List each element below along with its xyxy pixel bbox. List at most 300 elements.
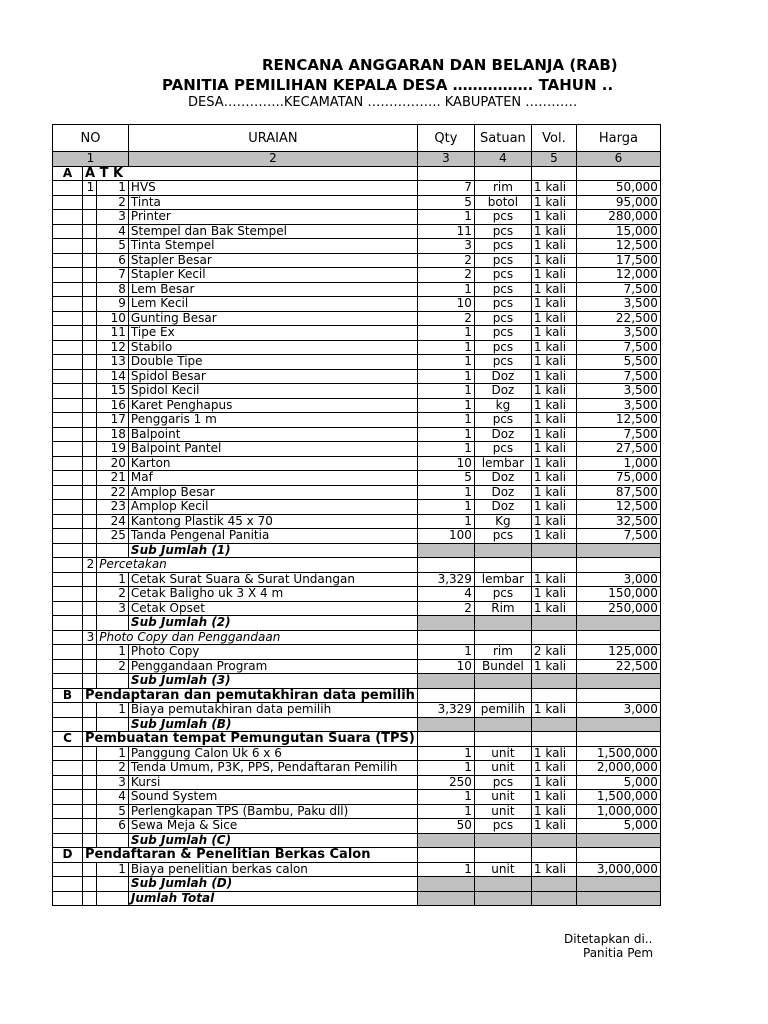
harga-cell [576,848,660,863]
index-cell: 4 [474,152,531,167]
vol-cell: 1 kali [531,587,576,602]
group-number-cell: 3 [83,630,97,645]
subgroup-row [53,630,661,645]
vol-cell [531,616,576,631]
qty-cell: 1 [417,804,474,819]
vol-cell [531,674,576,689]
item-number-cell: 19 [97,442,129,457]
satuan-cell: pcs [474,775,531,790]
no-cell [53,485,83,500]
vol-cell: 1 kali [531,746,576,761]
vol-cell [531,833,576,848]
subtotal-row [53,717,661,732]
item-number-cell: 3 [97,775,129,790]
harga-cell [576,732,660,747]
vol-cell: 1 kali [531,601,576,616]
vol-cell [531,848,576,863]
group-number-cell [83,413,97,428]
uraian-cell: Karet Penghapus [128,398,417,413]
qty-cell: 1 [417,384,474,399]
item-number-cell [97,877,129,892]
item-number-cell [97,891,129,906]
harga-cell: 3,000 [576,572,660,587]
no-cell [53,645,83,660]
header-harga: Harga [576,125,660,152]
no-cell [53,558,83,573]
harga-cell: 3,500 [576,398,660,413]
subtotal-row [53,877,661,892]
satuan-cell: pcs [474,282,531,297]
group-number-cell [83,471,97,486]
harga-cell [576,543,660,558]
table-row [53,761,661,776]
vol-cell: 1 kali [531,282,576,297]
satuan-cell: lembar [474,572,531,587]
group-number-cell [83,398,97,413]
qty-cell [417,833,474,848]
subtotal-row [53,891,661,906]
no-cell [53,340,83,355]
group-number-cell [83,427,97,442]
harga-cell: 3,500 [576,297,660,312]
harga-cell: 5,500 [576,355,660,370]
no-cell [53,775,83,790]
group-number-cell [83,717,97,732]
uraian-cell: Cetak Baligho uk 3 X 4 m [128,587,417,602]
satuan-cell: Doz [474,384,531,399]
qty-cell: 1 [417,210,474,225]
qty-cell: 1 [417,340,474,355]
footer-committee-label: Panitia Pem [583,946,654,960]
qty-cell [417,891,474,906]
no-cell [53,210,83,225]
uraian-cell: Amplop Besar [128,485,417,500]
qty-cell: 1 [417,500,474,515]
uraian-cell: Biaya penelitian berkas calon [128,862,417,877]
uraian-cell: Amplop Kecil [128,500,417,515]
group-number-cell [83,340,97,355]
no-cell [53,181,83,196]
group-number-cell [83,891,97,906]
no-cell [53,311,83,326]
vol-cell: 1 kali [531,384,576,399]
item-number-cell: 12 [97,340,129,355]
uraian-cell: Panggung Calon Uk 6 x 6 [128,746,417,761]
harga-cell: 1,000,000 [576,804,660,819]
no-cell [53,877,83,892]
qty-cell [417,674,474,689]
table-row [53,326,661,341]
section-code-cell: B [53,688,83,703]
index-cell: 1 [53,152,129,167]
qty-cell: 1 [417,398,474,413]
harga-cell: 1,500,000 [576,790,660,805]
satuan-cell [474,543,531,558]
uraian-cell: Stapler Kecil [128,268,417,283]
satuan-cell: pcs [474,529,531,544]
group-number-cell [83,616,97,631]
item-number-cell: 5 [97,804,129,819]
harga-cell: 32,500 [576,514,660,529]
qty-cell [417,166,474,181]
item-number-cell: 24 [97,514,129,529]
satuan-cell: pcs [474,239,531,254]
uraian-cell: Spidol Besar [128,369,417,384]
no-cell [53,427,83,442]
item-number-cell [97,833,129,848]
vol-cell [531,877,576,892]
satuan-cell [474,630,531,645]
vol-cell [531,558,576,573]
harga-cell: 280,000 [576,210,660,225]
table-row [53,282,661,297]
satuan-cell: Doz [474,427,531,442]
table-row [53,572,661,587]
satuan-cell [474,848,531,863]
satuan-cell: Doz [474,500,531,515]
vol-cell: 1 kali [531,471,576,486]
item-number-cell: 1 [97,862,129,877]
group-number-cell [83,587,97,602]
section-row [53,848,661,863]
header-satuan: Satuan [474,125,531,152]
item-number-cell: 2 [97,195,129,210]
no-cell [53,456,83,471]
item-number-cell: 16 [97,398,129,413]
no-cell [53,413,83,428]
table-row [53,311,661,326]
table-row [53,804,661,819]
satuan-cell: rim [474,645,531,660]
satuan-cell [474,877,531,892]
group-number-cell [83,529,97,544]
uraian-cell: Tanda Pengenal Panitia [128,529,417,544]
qty-cell: 1 [417,514,474,529]
table-row [53,500,661,515]
table-row [53,195,661,210]
qty-cell: 1 [417,369,474,384]
uraian-cell: HVS [128,181,417,196]
subgroup-name-cell: Percetakan [97,558,418,573]
item-number-cell: 17 [97,413,129,428]
vol-cell [531,688,576,703]
uraian-cell: Perlengkapan TPS (Bambu, Paku dll) [128,804,417,819]
table-row [53,297,661,312]
vol-cell: 1 kali [531,819,576,834]
group-number-cell [83,601,97,616]
satuan-cell [474,833,531,848]
satuan-cell: Rim [474,601,531,616]
no-cell [53,862,83,877]
subtotal-label-cell: Sub Jumlah (3) [128,674,417,689]
vol-cell: 1 kali [531,195,576,210]
no-cell [53,398,83,413]
group-number-cell [83,819,97,834]
harga-cell [576,630,660,645]
subgroup-name-cell: Photo Copy dan Penggandaan [97,630,418,645]
no-cell [53,326,83,341]
item-number-cell: 10 [97,311,129,326]
no-cell [53,369,83,384]
uraian-cell: Biaya pemutakhiran data pemilih [128,703,417,718]
item-number-cell: 2 [97,587,129,602]
harga-cell: 250,000 [576,601,660,616]
qty-cell: 1 [417,761,474,776]
uraian-cell: Cetak Surat Suara & Surat Undangan [128,572,417,587]
table-row [53,862,661,877]
qty-cell [417,630,474,645]
satuan-cell: pemilih [474,703,531,718]
harga-cell [576,688,660,703]
no-cell [53,833,83,848]
group-number-cell [83,210,97,225]
satuan-cell: pcs [474,587,531,602]
vol-cell: 1 kali [531,442,576,457]
satuan-cell [474,558,531,573]
qty-cell: 1 [417,282,474,297]
harga-cell: 17,500 [576,253,660,268]
harga-cell: 87,500 [576,485,660,500]
index-cell: 2 [128,152,417,167]
vol-cell: 1 kali [531,659,576,674]
qty-cell: 1 [417,485,474,500]
group-number-cell [83,456,97,471]
harga-cell: 2,000,000 [576,761,660,776]
vol-cell: 1 kali [531,398,576,413]
qty-cell [417,848,474,863]
no-cell [53,442,83,457]
table-row [53,819,661,834]
no-cell [53,587,83,602]
vol-cell: 1 kali [531,413,576,428]
harga-cell: 125,000 [576,645,660,660]
subtotal-label-cell: Sub Jumlah (B) [128,717,417,732]
group-number-cell [83,775,97,790]
vol-cell: 1 kali [531,268,576,283]
qty-cell: 10 [417,659,474,674]
table-row [53,746,661,761]
table-row [53,253,661,268]
no-cell [53,717,83,732]
item-number-cell: 4 [97,224,129,239]
satuan-cell: kg [474,398,531,413]
vol-cell: 1 kali [531,572,576,587]
table-row [53,645,661,660]
qty-cell [417,688,474,703]
harga-cell [576,674,660,689]
qty-cell: 1 [417,442,474,457]
subtotal-label-cell: Sub Jumlah (2) [128,616,417,631]
harga-cell: 5,000 [576,775,660,790]
no-cell [53,761,83,776]
qty-cell: 2 [417,253,474,268]
item-number-cell: 2 [97,659,129,674]
table-row [53,471,661,486]
uraian-cell: Penggandaan Program [128,659,417,674]
vol-cell: 1 kali [531,297,576,312]
uraian-cell: Lem Besar [128,282,417,297]
satuan-cell: pcs [474,253,531,268]
satuan-cell: Doz [474,369,531,384]
satuan-cell [474,891,531,906]
table-row [53,587,661,602]
vol-cell: 1 kali [531,500,576,515]
uraian-cell: Kursi [128,775,417,790]
vol-cell: 1 kali [531,311,576,326]
section-code-cell: D [53,848,83,863]
group-number-cell [83,297,97,312]
uraian-cell: Maf [128,471,417,486]
harga-cell: 7,500 [576,282,660,297]
group-number-cell [83,833,97,848]
item-number-cell: 11 [97,326,129,341]
no-cell [53,529,83,544]
no-cell [53,195,83,210]
harga-cell: 1,500,000 [576,746,660,761]
vol-cell: 1 kali [531,427,576,442]
group-number-cell [83,761,97,776]
table-row [53,239,661,254]
table-row [53,224,661,239]
item-number-cell: 9 [97,297,129,312]
qty-cell [417,558,474,573]
section-name-cell: Pendaftaran & Penelitian Berkas Calon [83,848,418,863]
vol-cell: 1 kali [531,529,576,544]
no-cell [53,500,83,515]
section-name-cell: A T K [83,166,418,181]
harga-cell: 150,000 [576,587,660,602]
no-cell [53,674,83,689]
qty-cell: 1 [417,427,474,442]
uraian-cell: Spidol Kecil [128,384,417,399]
group-number-cell [83,326,97,341]
subtotal-row [53,833,661,848]
group-number-cell [83,311,97,326]
section-name-cell: Pendaptaran dan pemutakhiran data pemilih [83,688,418,703]
vol-cell [531,732,576,747]
harga-cell [576,717,660,732]
no-cell [53,630,83,645]
harga-cell: 3,000,000 [576,862,660,877]
table-row [53,601,661,616]
qty-cell: 5 [417,471,474,486]
vol-cell: 1 kali [531,485,576,500]
harga-cell: 3,500 [576,326,660,341]
qty-cell: 7 [417,181,474,196]
satuan-cell: unit [474,862,531,877]
index-cell: 6 [576,152,660,167]
vol-cell: 1 kali [531,181,576,196]
satuan-cell: botol [474,195,531,210]
satuan-cell: pcs [474,326,531,341]
group-number-cell [83,485,97,500]
section-row [53,688,661,703]
harga-cell: 27,500 [576,442,660,457]
harga-cell [576,833,660,848]
table-row [53,210,661,225]
table-header-row [53,125,661,152]
vol-cell: 1 kali [531,862,576,877]
uraian-cell: Stapler Besar [128,253,417,268]
group-number-cell: 1 [83,181,97,196]
table-row [53,413,661,428]
satuan-cell: rim [474,181,531,196]
satuan-cell [474,616,531,631]
satuan-cell: pcs [474,311,531,326]
subtotal-row [53,674,661,689]
qty-cell: 11 [417,224,474,239]
budget-table [52,124,661,906]
harga-cell: 15,000 [576,224,660,239]
document-subtitle: PANITIA PEMILIHAN KEPALA DESA ……………. TAHUN .. [162,76,614,94]
table-row [53,398,661,413]
satuan-cell: pcs [474,413,531,428]
table-row [53,181,661,196]
harga-cell: 95,000 [576,195,660,210]
harga-cell: 1,000 [576,456,660,471]
vol-cell: 1 kali [531,326,576,341]
item-number-cell: 23 [97,500,129,515]
satuan-cell [474,688,531,703]
item-number-cell: 21 [97,471,129,486]
item-number-cell: 8 [97,282,129,297]
harga-cell: 12,000 [576,268,660,283]
footer-place-label: Ditetapkan di.. [564,932,653,946]
group-number-cell [83,543,97,558]
no-cell [53,471,83,486]
satuan-cell: unit [474,746,531,761]
qty-cell: 1 [417,746,474,761]
item-number-cell [97,616,129,631]
no-cell [53,703,83,718]
uraian-cell: Double Tipe [128,355,417,370]
group-number-cell [83,703,97,718]
item-number-cell: 13 [97,355,129,370]
harga-cell: 12,500 [576,239,660,254]
uraian-cell: Penggaris 1 m [128,413,417,428]
uraian-cell: Photo Copy [128,645,417,660]
uraian-cell: Tipe Ex [128,326,417,341]
group-number-cell [83,239,97,254]
qty-cell: 1 [417,645,474,660]
item-number-cell: 6 [97,253,129,268]
harga-cell [576,891,660,906]
group-number-cell [83,659,97,674]
harga-cell: 22,500 [576,659,660,674]
vol-cell: 1 kali [531,210,576,225]
uraian-cell: Tinta [128,195,417,210]
qty-cell [417,543,474,558]
table-row [53,790,661,805]
qty-cell: 250 [417,775,474,790]
no-cell [53,804,83,819]
vol-cell: 1 kali [531,253,576,268]
harga-cell: 12,500 [576,413,660,428]
no-cell [53,355,83,370]
harga-cell: 75,000 [576,471,660,486]
group-number-cell [83,674,97,689]
item-number-cell: 1 [97,572,129,587]
satuan-cell: Kg [474,514,531,529]
satuan-cell [474,674,531,689]
qty-cell [417,732,474,747]
vol-cell: 1 kali [531,369,576,384]
column-index-row [53,152,661,167]
document-location-line: DESA…………..KECAMATAN …………….. KABUPATEN ………… [188,95,578,110]
satuan-cell: pcs [474,819,531,834]
subtotal-label-cell: Sub Jumlah (C) [128,833,417,848]
satuan-cell: unit [474,790,531,805]
